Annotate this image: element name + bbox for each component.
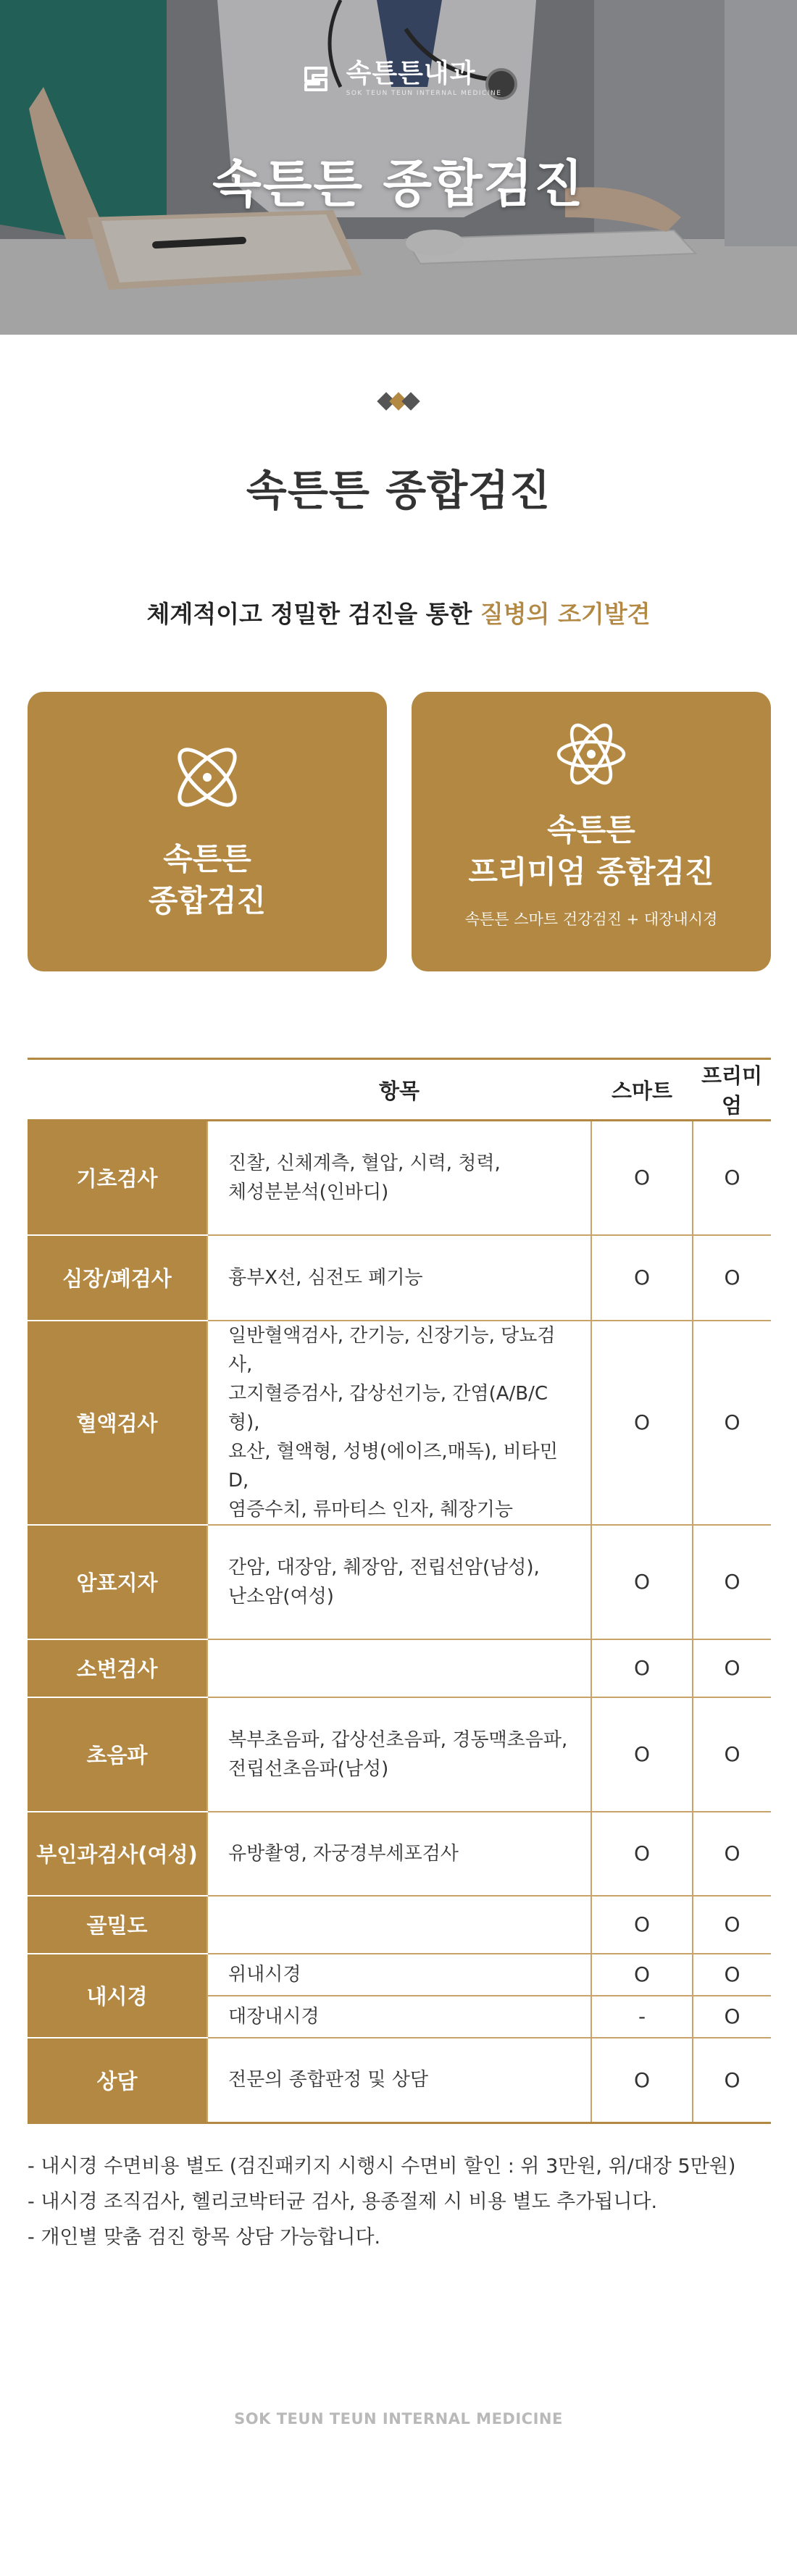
item-line: 흉부X선, 심전도 폐기능	[228, 1266, 423, 1289]
logo-subtitle: SOK TEUN TEUN INTERNAL MEDICINE	[346, 90, 502, 97]
card-title-line2: 종합검진	[148, 883, 267, 919]
row-smart: O	[591, 2038, 693, 2123]
footer-text: SOK TEUN TEUN INTERNAL MEDICINE	[234, 2410, 563, 2427]
row-items	[207, 1235, 591, 1321]
item-line: 전문의 종합판정 및 상담	[228, 2069, 428, 2091]
tagline-accent: 질병의 조기발견	[480, 600, 651, 628]
clinic-logo[interactable]	[0, 58, 797, 99]
item-line: 체성분분석(인바디)	[228, 1181, 389, 1203]
card-title	[468, 809, 714, 893]
row-premium: O	[693, 1321, 771, 1525]
hero-title: 속튼튼 종합검진	[212, 154, 585, 214]
table-row	[28, 1812, 771, 1896]
header-smart: 스마트	[591, 1059, 693, 1121]
row-items: 위내시경	[207, 1954, 591, 1996]
row-category: 부인과검사(여성)	[28, 1812, 207, 1896]
card-title-line2: 프리미엄 종합검진	[468, 854, 714, 890]
tagline-main: 체계적이고 정밀한 검진을 통한	[146, 600, 480, 628]
row-premium: O	[693, 1235, 771, 1321]
table-row	[28, 1697, 771, 1812]
row-smart: O	[591, 1121, 693, 1235]
atom-icon	[555, 718, 627, 790]
row-category: 혈액검사	[28, 1321, 207, 1525]
row-premium: O	[693, 1896, 771, 1954]
row-smart: O	[591, 1954, 693, 1996]
note-item: - 개인별 맞춤 검진 항목 상담 가능합니다.	[28, 2226, 381, 2249]
table-row	[28, 1321, 771, 1525]
row-premium: O	[693, 1954, 771, 1996]
table-row	[28, 1235, 771, 1321]
note-item: - 내시경 수면비용 별도 (검진패키지 시행시 수면비 할인 : 위 3만원, 위/대장 5만원)	[28, 2155, 736, 2178]
row-premium: O	[693, 1697, 771, 1812]
notes-list	[28, 2149, 771, 2255]
card-title-line1: 속튼튼	[547, 812, 635, 848]
note-item: - 내시경 조직검사, 헬리코박터균 검사, 용종절제 시 비용 별도 추가됩니다.	[28, 2191, 658, 2213]
row-items: 대장내시경	[207, 1996, 591, 2038]
header-items: 항목	[207, 1059, 591, 1121]
table-row	[28, 1954, 771, 1996]
checkup-table	[28, 1058, 771, 2124]
row-category: 소변검사	[28, 1639, 207, 1697]
item-line: 염증수치, 류마티스 인자, 췌장기능	[228, 1498, 513, 1521]
package-card-premium[interactable]	[412, 692, 771, 971]
diamond-divider-icon	[0, 391, 797, 411]
row-items	[207, 2038, 591, 2123]
card-title-line1: 속튼튼	[163, 841, 251, 877]
item-line: 유방촬영, 자궁경부세포검사	[228, 1842, 459, 1865]
logo-mark-icon	[296, 58, 336, 99]
row-category: 내시경	[28, 1954, 207, 2038]
item-line: 전립선초음파(남성)	[228, 1757, 389, 1780]
row-smart: O	[591, 1525, 693, 1639]
row-category: 골밀도	[28, 1896, 207, 1954]
row-premium: O	[693, 2038, 771, 2123]
card-title	[149, 838, 266, 922]
row-category: 상담	[28, 2038, 207, 2123]
row-smart: O	[591, 1697, 693, 1812]
table-row	[28, 1121, 771, 1235]
row-items	[207, 1121, 591, 1235]
row-premium: O	[693, 1525, 771, 1639]
row-smart: O	[591, 1639, 693, 1697]
atom-icon	[167, 737, 248, 818]
item-line: 고지혈증검사, 갑상선기능, 간염(A/B/C형),	[228, 1382, 548, 1434]
row-smart: O	[591, 1812, 693, 1896]
row-premium: O	[693, 1121, 771, 1235]
table-row	[28, 2038, 771, 2123]
row-items	[207, 1639, 591, 1697]
row-items	[207, 1525, 591, 1639]
row-category: 기초검사	[28, 1121, 207, 1235]
logo-text	[346, 59, 502, 97]
row-category: 심장/폐검사	[28, 1235, 207, 1321]
item-line: 복부초음파, 갑상선초음파, 경동맥초음파,	[228, 1728, 568, 1751]
item-line: 일반혈액검사, 간기능, 신장기능, 당뇨검사,	[228, 1324, 556, 1376]
row-smart: O	[591, 1235, 693, 1321]
item-line: 간암, 대장암, 췌장암, 전립선암(남성),	[228, 1556, 540, 1578]
hero-banner	[0, 0, 797, 335]
row-category: 초음파	[28, 1697, 207, 1812]
item-line: 요산, 혈액형, 성병(에이즈,매독), 비타민D,	[228, 1440, 558, 1492]
row-items	[207, 1697, 591, 1812]
package-card-standard[interactable]	[28, 692, 387, 971]
header-premium: 프리미엄	[693, 1059, 771, 1121]
table-row	[28, 1525, 771, 1639]
table-row	[28, 1639, 771, 1697]
row-smart: O	[591, 1321, 693, 1525]
row-category: 암표지자	[28, 1525, 207, 1639]
table-row	[28, 1896, 771, 1954]
row-items	[207, 1321, 591, 1525]
header-category	[28, 1059, 207, 1121]
section-title: 속튼튼 종합검진	[246, 466, 551, 515]
row-premium: O	[693, 1996, 771, 2038]
row-premium: O	[693, 1639, 771, 1697]
item-line: 난소암(여성)	[228, 1585, 334, 1607]
logo-name: 속튼튼내과	[346, 59, 476, 88]
table-header-row	[28, 1059, 771, 1121]
row-smart: O	[591, 1896, 693, 1954]
tagline	[0, 595, 797, 630]
row-smart: -	[591, 1996, 693, 2038]
card-subtitle: 속튼튼 스마트 건강검진 + 대장내시경	[464, 911, 718, 928]
row-items	[207, 1812, 591, 1896]
row-items	[207, 1896, 591, 1954]
item-line: 진찰, 신체계측, 혈압, 시력, 청력,	[228, 1152, 501, 1174]
row-premium: O	[693, 1812, 771, 1896]
